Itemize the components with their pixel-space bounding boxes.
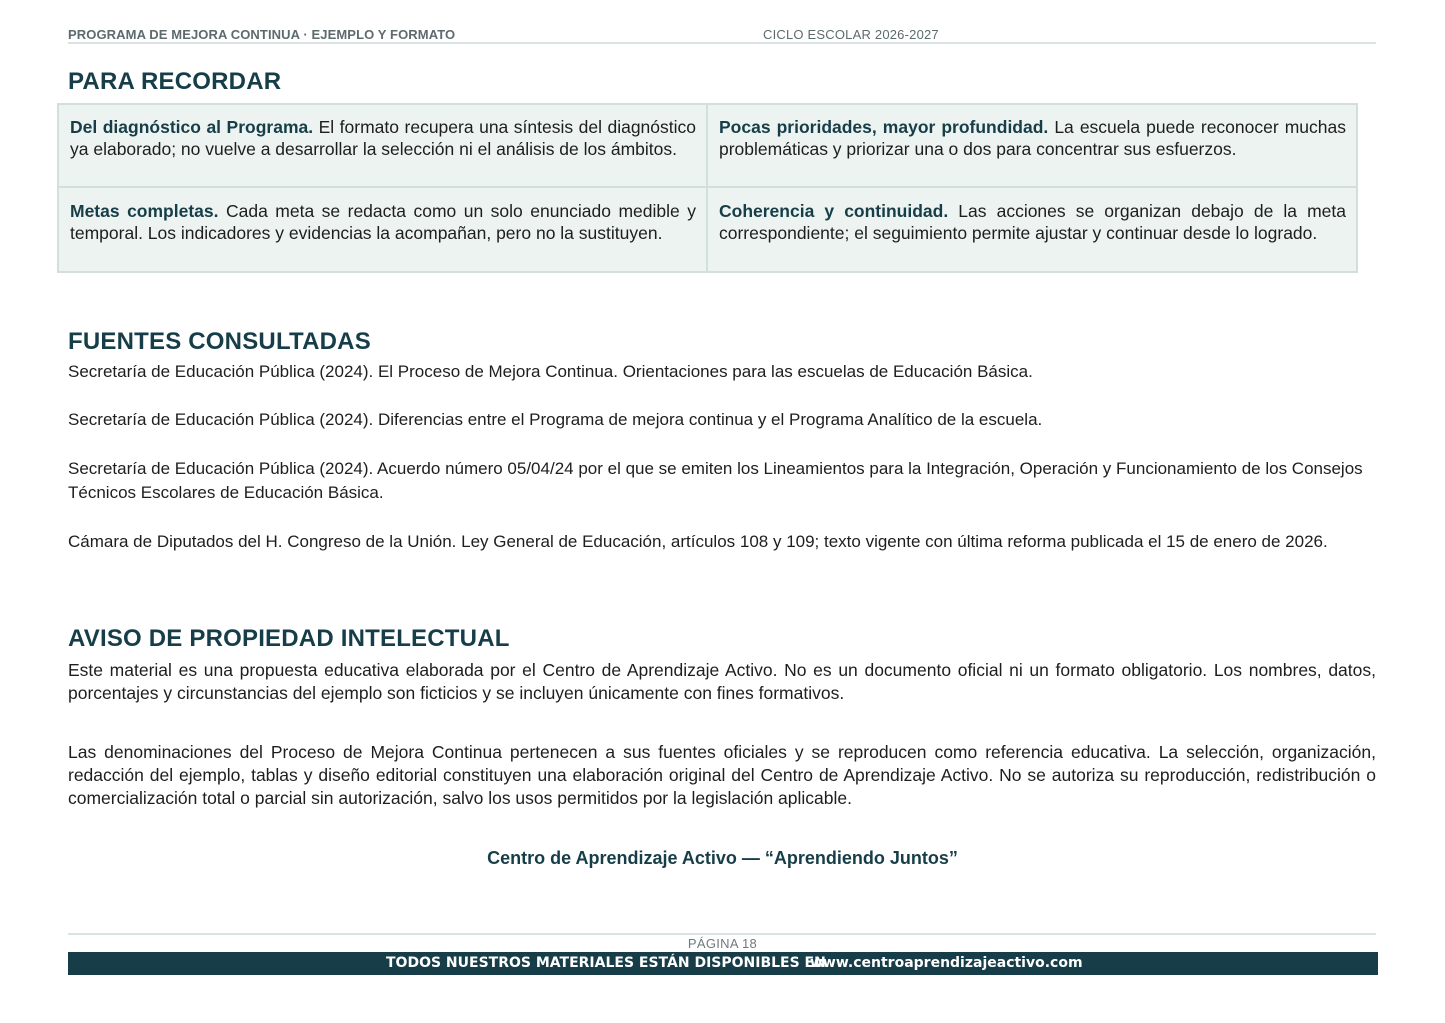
recordar-cell bbox=[58, 187, 707, 272]
aviso-paragraph: Este material es una propuesta educativa elaborada por el Centro de Aprendizaje Activo. No es un documento oficial ni un formato obligatorio. Los nombres, datos, porcentajes y circunstancias del ejemplo son ficticios y se incluyen únicamente con fines formativos. bbox=[68, 660, 1376, 703]
footer-banner bbox=[68, 952, 1378, 975]
header-program-title: PROGRAMA DE MEJORA CONTINUA · EJEMPLO Y FORMATO bbox=[68, 27, 456, 42]
section-title-recordar: PARA RECORDAR bbox=[68, 68, 282, 95]
recordar-cell-lead: Pocas prioridades, mayor profundidad. bbox=[719, 117, 1049, 137]
recordar-cell-text: Cada meta se redacta como un solo enunciado medible y temporal. Los indicadores y evidencias la acompañan, pero no la sustituyen. bbox=[70, 201, 696, 243]
header-school-cycle: CICLO ESCOLAR 2026-2027 bbox=[763, 27, 939, 42]
recordar-cell-lead: Del diagnóstico al Programa. bbox=[70, 117, 314, 137]
recordar-cell-text: La escuela puede reconocer muchas problemáticas y priorizar una o dos para concentrar sus esfuerzos. bbox=[719, 117, 1346, 159]
recordar-cell bbox=[58, 104, 707, 187]
recordar-cell bbox=[707, 187, 1357, 272]
reference-item: Cámara de Diputados del H. Congreso de la Unión. Ley General de Educación, artículos 108 y 109; texto vigente con última reforma publicada el 15 de enero de 2026. bbox=[68, 532, 1328, 551]
page-number: PÁGINA 18 bbox=[687, 936, 758, 951]
recordar-cell bbox=[707, 104, 1357, 187]
running-header bbox=[68, 27, 1376, 44]
section-title-fuentes: FUENTES CONSULTADAS bbox=[68, 328, 371, 355]
footer-website-link[interactable]: www.centroaprendizajeactivo.com bbox=[810, 955, 1083, 971]
footer-divider bbox=[68, 933, 1376, 935]
footer-banner-text: TODOS NUESTROS MATERIALES ESTÁN DISPONIBLES EN bbox=[386, 955, 826, 971]
recordar-table bbox=[57, 103, 1358, 273]
aviso-paragraph: Las denominaciones del Proceso de Mejora Continua pertenecen a sus fuentes oficiales y se reproducen como referencia educativa. La selección, organización, redacción del ejemplo, tablas y diseño editorial constituyen una elaboración original del Centro de Aprendizaje Activo. No se autoriza su reproducción, redistribución o comercialización total o parcial sin autorización, salvo los usos permitidos por la legislación aplicable. bbox=[68, 742, 1376, 808]
reference-item: Secretaría de Educación Pública (2024). El Proceso de Mejora Continua. Orientaciones para las escuelas de Educación Básica. bbox=[68, 362, 1033, 381]
recordar-cell-text: Las acciones se organizan debajo de la meta correspondiente; el seguimiento permite ajustar y continuar desde lo logrado. bbox=[719, 201, 1346, 243]
recordar-cell-text: El formato recupera una síntesis del diagnóstico ya elaborado; no vuelve a desarrollar la selección ni el análisis de los ámbitos. bbox=[70, 117, 697, 159]
recordar-cell-lead: Metas completas. bbox=[70, 201, 219, 221]
signature-line: Centro de Aprendizaje Activo — “Aprendiendo Juntos” bbox=[487, 848, 958, 868]
section-title-aviso: AVISO DE PROPIEDAD INTELECTUAL bbox=[68, 625, 510, 652]
reference-item: Secretaría de Educación Pública (2024). Diferencias entre el Programa de mejora continua y el Programa Analítico de la escuela. bbox=[68, 410, 1043, 429]
recordar-cell-lead: Coherencia y continuidad. bbox=[719, 201, 949, 221]
reference-item: Secretaría de Educación Pública (2024). Acuerdo número 05/04/24 por el que se emiten los Lineamientos para la Integración, Operación y Funcionamiento de los Consejos Técnicos Escolares de Educación Básica. bbox=[68, 459, 1363, 502]
